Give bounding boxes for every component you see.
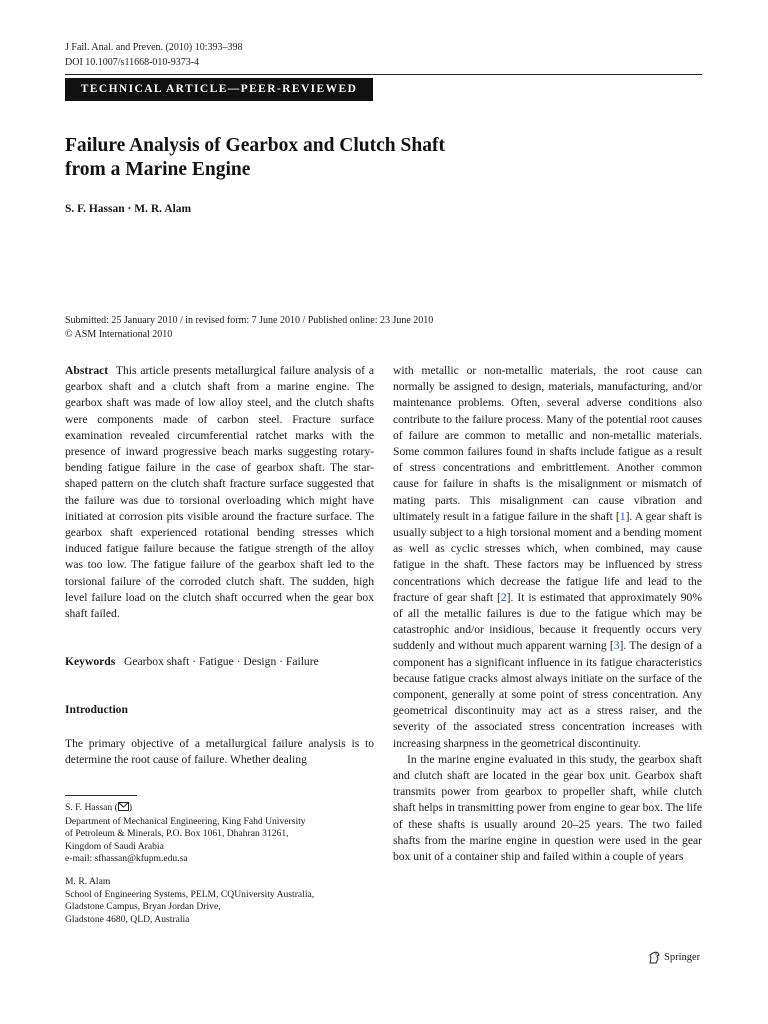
author1-name: S. F. Hassan ( [65, 802, 118, 813]
citation-link[interactable]: 1 [619, 509, 626, 523]
header-rule [65, 74, 702, 75]
author2-addr2: Gladstone 4680, QLD, Australia [65, 913, 190, 925]
author1-dept: Department of Mechanical Engineering, King Fahd University [65, 815, 306, 827]
introduction-heading: Introduction [65, 703, 128, 716]
author2-dept: School of Engineering Systems, PELM, CQUniversity Australia, [65, 888, 315, 900]
paper-title [65, 134, 515, 182]
paragraph-1-part-b: ]. A gear shaft is usually subject to a high torsional moment and a bending moment as well as cyclic stresses which, when combined, may cause fatigue in the shaft. These factors may be influenced by stress concentrations which decrease the fatigue life and lead to the fracture of gear shaft [ [393, 509, 702, 604]
copyright: © ASM International 2010 [65, 329, 173, 340]
title-line-1: Failure Analysis of Gearbox and Clutch Shaft [65, 135, 445, 156]
paragraph-1-part-c: ]. It is estimated that approximately 90% of all the metallic failures is due to the fatigue which may be catastrophic and/or insidious, because it frequently occurs very suddenly and without much apparent warning [ [393, 590, 703, 653]
author2-name: M. R. Alam [65, 876, 111, 887]
abstract [65, 363, 374, 622]
springer-horse-icon [648, 951, 661, 964]
abstract-text: This article presents metallurgical failure analysis of a gearbox shaft and a clutch shaft from a marine engine. The gearbox shaft was made of low alloy steel, and the clutch shafts were components made of carbon steel. Fracture surface examination revealed circumferential ratchet marks with the presence of inward progressive beach marks suggesting rotary-bending fatigue failure in the case of gearbox shaft. The star-shaped pattern on the clutch shaft fracture surface suggested that the failure was due to torsional overloading which might have initiated at corrosion pits visible around the fracture surface. The gearbox shaft experienced rotational bending stresses which induced fatigue failure because the fatigue strength of the alloy was too low. The fatigue failure of the gearbox shaft led to the torsional failure of the corroded clutch shaft. The sudden, high level failure load on the clutch shaft occurred when the gear box shaft failed. [65, 364, 375, 621]
introduction-text [65, 736, 374, 768]
footnote-rule [65, 795, 137, 796]
keywords-label: Keywords [65, 655, 116, 668]
abstract-label: Abstract [65, 364, 109, 377]
author1-name-end: ) [128, 802, 133, 813]
body-paragraph-2: In the marine engine evaluated in this study, the gearbox shaft and clutch shaft are located in the gear box unit. Gearbox shaft transmits power from gearbox to propeller shaft, while clutch shaft helps in transmitting power from engine to gear box. The life of these shafts is usually around 20–25 years. The two failed shafts from the marine engine in question were used in the gear box unit of a container ship and failed within a couple of years [393, 752, 702, 864]
envelope-icon[interactable] [118, 802, 129, 816]
author1-addr2: Kingdom of Saudi Arabia [65, 840, 164, 852]
article-type-banner: TECHNICAL ARTICLE—PEER-REVIEWED [65, 78, 373, 101]
author-affiliation-2 [65, 876, 374, 926]
author-affiliation-1 [65, 802, 374, 866]
right-column [393, 363, 702, 865]
journal-citation: J Fail. Anal. and Preven. (2010) 10:393–398 [65, 42, 243, 53]
citation-link[interactable]: 2 [500, 590, 507, 604]
paragraph-1-part-a: with metallic or non-metallic materials, the root cause can normally be assigned to design, materials, manufacturing, and/or maintenance problems. Often, several adverse conditions also contribute to the failure process. Many of the potential root causes of failure are common to metallic and non-metallic materials. Some common failures found in shafts include fatigue as a result of stress concentrations and embrittlement. Another common cause for failure in shafts is the misalignment or mismatch of mating parts. This misalignment can cause vibration and ultimately result in a fatigue failure in the shaft [ [393, 364, 702, 523]
doi[interactable]: DOI 10.1007/s11668-010-9373-4 [65, 57, 200, 68]
author1-email[interactable]: e-mail: sfhassan@kfupm.edu.sa [65, 853, 188, 865]
dates-line: Submitted: 25 January 2010 / in revised form: 7 June 2010 / Published online: 23 June 2010 [65, 315, 434, 326]
body-paragraph-1 [393, 363, 702, 752]
introduction-paragraph: The primary objective of a metallurgical failure analysis is to determine the root cause of failure. Whether dealing [65, 737, 374, 767]
paragraph-1-part-d: ]. The design of a component has a significant influence in its fatigue characteristics because fatigue cracks almost always initiate on the surface of the component, generally at some point of stress concentration. Any geometrical discontinuity may act as a stress raiser, and the severity of the associated stress concentration increases with increasing sharpness in the geometrical discontinuity. [393, 639, 702, 750]
publication-dates [65, 314, 433, 342]
authors: S. F. Hassan · M. R. Alam [65, 203, 192, 215]
keywords [65, 654, 374, 670]
author1-addr1: of Petroleum & Minerals, P.O. Box 1061, Dhahran 31261, [65, 828, 289, 840]
title-line-2: from a Marine Engine [65, 159, 251, 180]
publisher-logo [648, 951, 700, 964]
author2-addr1: Gladstone Campus, Bryan Jordan Drive, [65, 901, 221, 913]
publisher-name: Springer [664, 952, 701, 963]
keywords-text: Gearbox shaft · Fatigue · Design · Failure [123, 655, 319, 668]
citation-link[interactable]: 3 [613, 639, 620, 653]
